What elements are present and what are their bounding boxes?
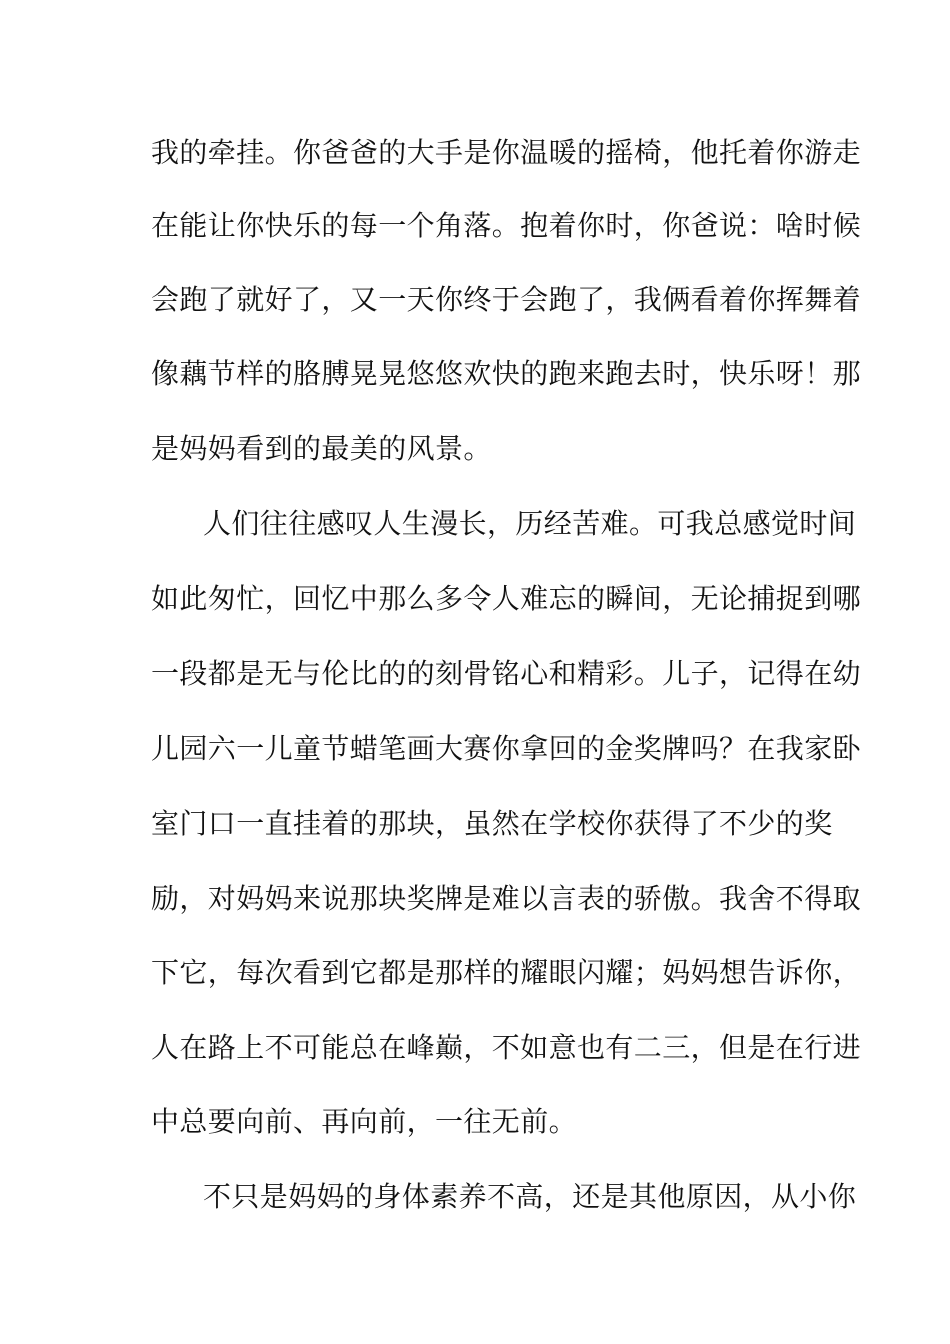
text-line: 是妈妈看到的最美的风景。: [151, 432, 492, 465]
text-line: 一段都是无与伦比的的刻骨铭心和精彩。儿子，记得在幼: [151, 657, 862, 690]
text-line: 中总要向前、再向前，一往无前。: [151, 1105, 578, 1138]
text-line: 会跑了就好了，又一天你终于会跑了，我俩看着你挥舞着: [151, 283, 862, 316]
paragraph-first-line: 人们往往感叹人生漫长，历经苦难。可我总感觉时间: [203, 507, 857, 540]
text-line: 我的牵挂。你爸爸的大手是你温暖的摇椅，他托着你游走: [151, 136, 862, 169]
text-line: 儿园六一儿童节蜡笔画大赛你拿回的金奖牌吗？在我家卧: [151, 732, 862, 765]
paragraph-first-line: 不只是妈妈的身体素养不高，还是其他原因，从小你: [203, 1180, 857, 1213]
text-line: 下它，每次看到它都是那样的耀眼闪耀；妈妈想告诉你，: [151, 956, 862, 989]
text-line: 像藕节样的胳膊晃晃悠悠欢快的跑来跑去时，快乐呀！那: [151, 357, 862, 390]
text-line: 如此匆忙，回忆中那么多令人难忘的瞬间，无论捕捉到哪: [151, 582, 862, 615]
text-line: 在能让你快乐的每一个角落。抱着你时，你爸说：啥时候: [151, 209, 862, 242]
text-line: 室门口一直挂着的那块，虽然在学校你获得了不少的奖: [151, 807, 833, 840]
text-line: 人在路上不可能总在峰巅，不如意也有二三，但是在行进: [151, 1031, 862, 1064]
text-line: 励，对妈妈来说那块奖牌是难以言表的骄傲。我舍不得取: [151, 882, 862, 915]
